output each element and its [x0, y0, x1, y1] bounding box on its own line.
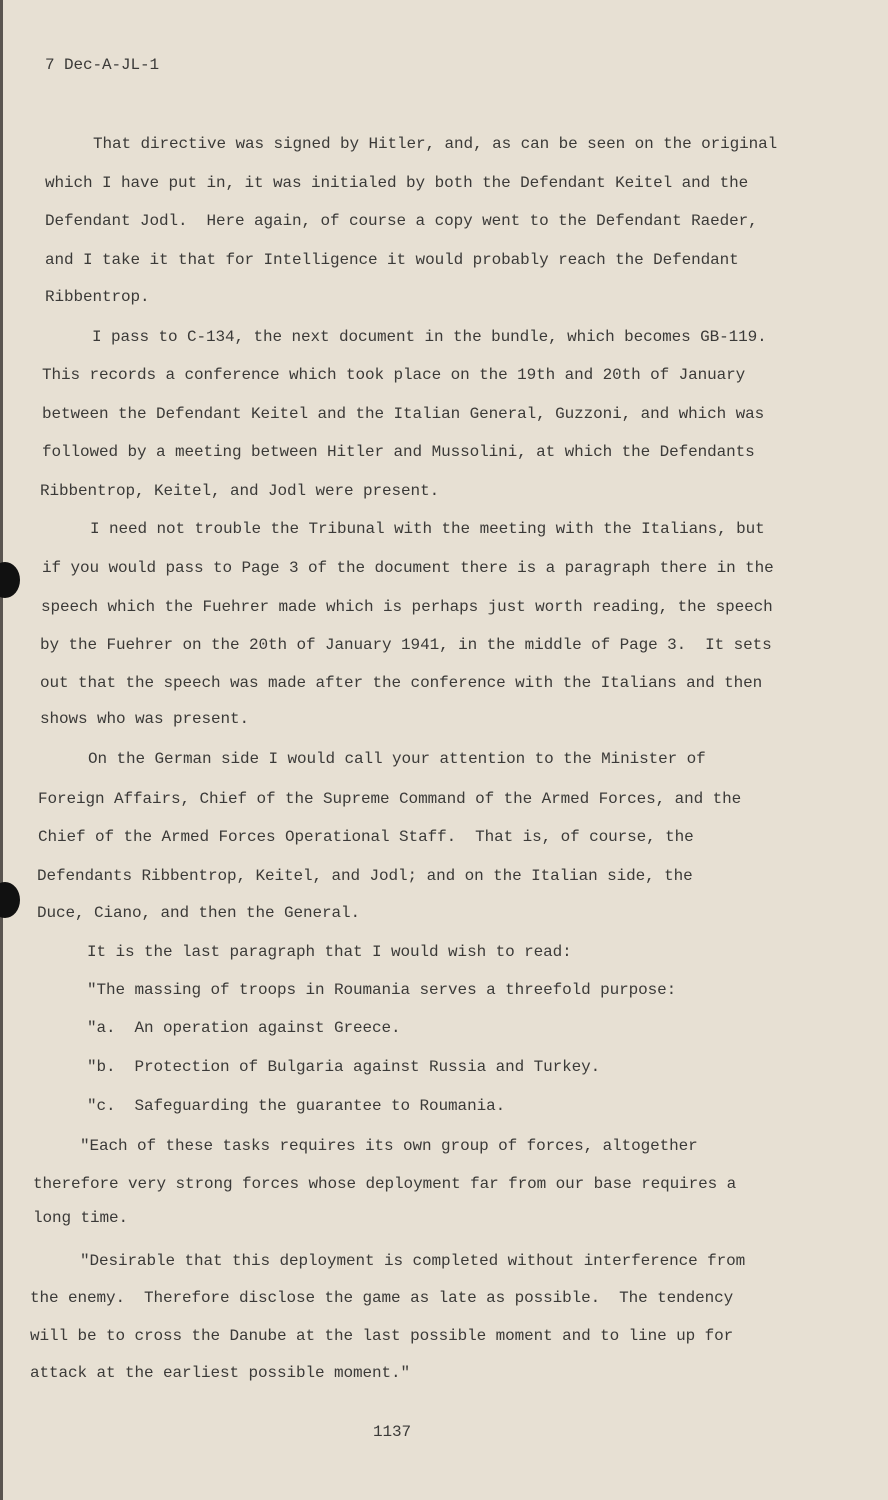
quote-line: "The massing of troops in Roumania serves a threefold purpose:	[87, 981, 677, 999]
text-line: Foreign Affairs, Chief of the Supreme Command of the Armed Forces, and the	[38, 790, 742, 808]
punch-hole	[0, 882, 20, 918]
page-edge	[0, 0, 3, 1500]
text-line: Ribbentrop.	[45, 288, 150, 306]
text-line: It is the last paragraph that I would wish to read:	[87, 943, 572, 961]
text-line: speech which the Fuehrer made which is perhaps just worth reading, the speech	[41, 598, 773, 616]
text-line: Defendants Ribbentrop, Keitel, and Jodl; and on the Italian side, the	[37, 867, 693, 885]
text-line: Defendant Jodl. Here again, of course a copy went to the Defendant Raeder,	[45, 212, 758, 230]
quote-line: attack at the earliest possible moment."	[30, 1364, 411, 1382]
quote-line: "c. Safeguarding the guarantee to Roumania.	[87, 1097, 506, 1115]
page-number: 1137	[373, 1423, 412, 1441]
text-line: between the Defendant Keitel and the Italian General, Guzzoni, and which was	[42, 405, 765, 423]
text-line: if you would pass to Page 3 of the document there is a paragraph there in the	[42, 559, 774, 577]
quote-line: "b. Protection of Bulgaria against Russia and Turkey.	[87, 1058, 601, 1076]
text-line: Ribbentrop, Keitel, and Jodl were present.	[40, 482, 440, 500]
text-line: and I take it that for Intelligence it would probably reach the Defendant	[45, 251, 739, 269]
quote-line: "a. An operation against Greece.	[87, 1019, 401, 1037]
text-line: On the German side I would call your attention to the Minister of	[88, 750, 706, 768]
document-reference-header: 7 Dec-A-JL-1	[45, 56, 160, 74]
quote-line: the enemy. Therefore disclose the game as late as possible. The tendency	[30, 1289, 734, 1307]
quote-line: "Each of these tasks requires its own group of forces, altogether	[80, 1137, 698, 1155]
punch-hole	[0, 562, 20, 598]
text-line: followed by a meeting between Hitler and Mussolini, at which the Defendants	[42, 443, 755, 461]
text-line: by the Fuehrer on the 20th of January 1941, in the middle of Page 3. It sets	[40, 636, 772, 654]
text-line: I pass to C-134, the next document in the bundle, which becomes GB-119.	[92, 328, 767, 346]
text-line: Chief of the Armed Forces Operational Staff. That is, of course, the	[38, 828, 694, 846]
text-line: out that the speech was made after the conference with the Italians and then	[40, 674, 763, 692]
quote-line: will be to cross the Danube at the last possible moment and to line up for	[30, 1327, 734, 1345]
text-line: Duce, Ciano, and then the General.	[37, 904, 361, 922]
text-line: That directive was signed by Hitler, and, as can be seen on the original	[93, 135, 778, 153]
text-line: shows who was present.	[40, 710, 250, 728]
quote-line: "Desirable that this deployment is completed without interference from	[80, 1252, 746, 1270]
quote-line: long time.	[33, 1209, 129, 1227]
quote-line: therefore very strong forces whose deployment far from our base requires a	[33, 1175, 737, 1193]
text-line: which I have put in, it was initialed by both the Defendant Keitel and the	[45, 174, 749, 192]
text-line: This records a conference which took place on the 19th and 20th of January	[42, 366, 746, 384]
text-line: I need not trouble the Tribunal with the meeting with the Italians, but	[90, 520, 765, 538]
